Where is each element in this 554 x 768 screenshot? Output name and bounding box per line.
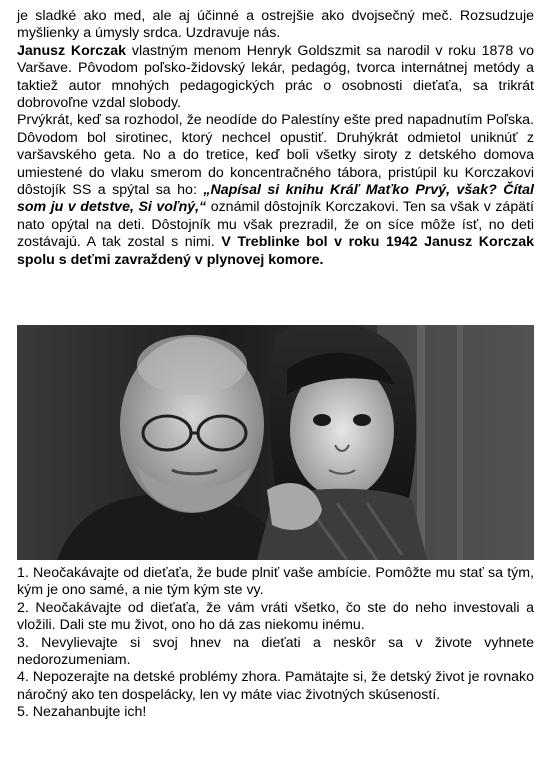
list-item: 3. Nevylievajte si svoj hnev na dieťati a neskôr sa v živote vyhnete nedorozumeniam.: [17, 634, 534, 669]
paragraph-story: [17, 112, 534, 269]
korczak-name: Janusz Korczak: [17, 42, 127, 59]
story-text-a: Prvýkrát, keď sa rozhodol, že neodíde do Palestíny ešte pred napadnutím Poľska. Dôvodom bol sirotinec, ktorý nechcel opustiť. Druhýkrát odmietol uniknúť z varšavského geta. No a do tretice, keď boli všetky siroty z detského domova umiestené do vlaku smerom do koncentračného tábora, pristúpil ku Korczakovi dôstojík SS a spýtal sa ho:: [17, 112, 534, 199]
photo-image: [17, 325, 534, 560]
article-text: [17, 8, 534, 269]
list-item: 1. Neočakávajte od dieťaťa, že bude plniť vaše ambície. Pomôžte mu stať sa tým, kým je ono samé, a nie tým kým ste vy.: [17, 565, 534, 599]
list-item: 4. Nepozerajte na detské problémy zhora. Pamätajte si, že detský život je rovnako náročný ako ten dospelácky, len vy máte viac životných skúseností.: [17, 669, 534, 703]
officer-quote: „Napísal si knihu Kráľ Maťko Prvý, však? Čítal som ju v detstve, Si voľný,“: [17, 182, 534, 216]
paragraph-korczak-bio: [17, 43, 534, 113]
list-item: 5. Nezahanbujte ich!: [17, 704, 147, 721]
korczak-photo: [17, 325, 534, 560]
advice-list: [17, 565, 534, 722]
list-item: 2. Neočakávajte od dieťaťa, že vám vráti všetko, čo ste do neho investovali a vložili. Dali ste mu život, ono ho dá zas niekomu inému.: [17, 599, 534, 634]
story-text-b: oznámil dôstojník Korczakovi. Ten sa však v zápätí nato opýtal na deti. Dôstojník mu však prezradil, že on síce môže ísť, no deti zostávajú. A tak zostal s nimi.: [17, 199, 534, 251]
paragraph-intro: je sladké ako med, ale aj účinné a ostrejšie ako dvojsečný meč. Rozsudzuje myšlienky a úmysly srdca. Uzdravuje nás.: [17, 8, 534, 42]
bio-text: vlastným menom Henryk Goldszmit sa narodil v roku 1878 vo Varšave. Pôvodom poľsko-židovský lekár, pedagóg, tvorca internátnej metódy a taktiež autor mnohých pedagogických prác o osobnosti dieťaťa, sa trikrát dobrovoľne vzdal slobody.: [17, 42, 534, 112]
treblinka-statement: V Treblinke bol v roku 1942 Janusz Korczak spolu s deťmi zavraždený v plynovej komore.: [17, 234, 534, 268]
